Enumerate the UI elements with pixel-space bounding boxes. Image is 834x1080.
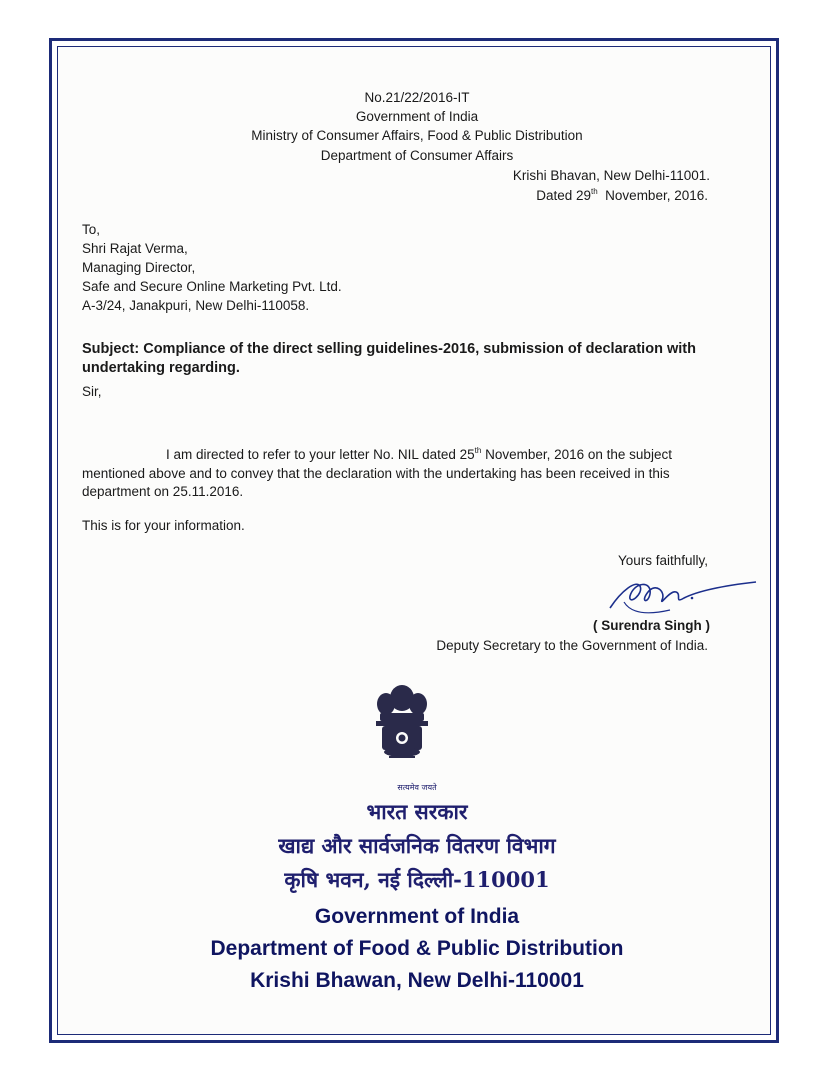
- footer-english-line-1: Government of India: [314, 905, 520, 928]
- gov-line: Government of India: [355, 109, 479, 124]
- closing-phrase: Yours faithfully,: [617, 553, 708, 568]
- national-emblem-icon: [366, 680, 438, 780]
- footer-hindi-line-2: खाद्य और सार्वजनिक वितरण विभाग: [278, 833, 556, 858]
- to-label: To,: [82, 222, 101, 237]
- emblem-motto: सत्यमेव जयते: [397, 783, 437, 792]
- signatory-designation: Deputy Secretary to the Government of India.: [436, 638, 708, 653]
- footer-english-line-2: Department of Food & Public Distribution: [210, 937, 624, 960]
- department-line: Department of Consumer Affairs: [320, 148, 514, 163]
- salutation: Sir,: [82, 384, 102, 399]
- recipient-address: A-3/24, Janakpuri, New Delhi-110058.: [82, 298, 310, 313]
- reference-number: No.21/22/2016-IT: [364, 90, 470, 105]
- signature-icon: [600, 572, 760, 622]
- recipient-title: Managing Director,: [82, 260, 196, 275]
- subject-line: Subject: Compliance of the direct selling guidelines-2016, submission of declaration with undertaking regarding.: [82, 341, 696, 376]
- recipient-name: Shri Rajat Verma,: [82, 241, 188, 256]
- letter-date: Dated 29th November, 2016.: [536, 187, 708, 203]
- info-line: This is for your information.: [82, 518, 245, 533]
- body-paragraph: I am directed to refer to your letter No. NIL dated 25th November, 2016 on the subject mentioned above and to convey that the declaration with the undertaking has been received in this department on 25.11.2016.: [82, 446, 672, 499]
- footer-hindi-line-3: कृषि भवन, नई दिल्ली-110001: [284, 867, 550, 892]
- recipient-company: Safe and Secure Online Marketing Pvt. Ltd.: [82, 279, 342, 294]
- signatory-name: ( Surendra Singh ): [592, 618, 710, 633]
- footer-hindi-line-1: भारत सरकार: [366, 799, 468, 824]
- footer-english-line-3: Krishi Bhawan, New Delhi-110001: [250, 969, 584, 992]
- office-address: Krishi Bhavan, New Delhi-11001.: [512, 168, 710, 183]
- ministry-line: Ministry of Consumer Affairs, Food & Public Distribution: [251, 128, 583, 143]
